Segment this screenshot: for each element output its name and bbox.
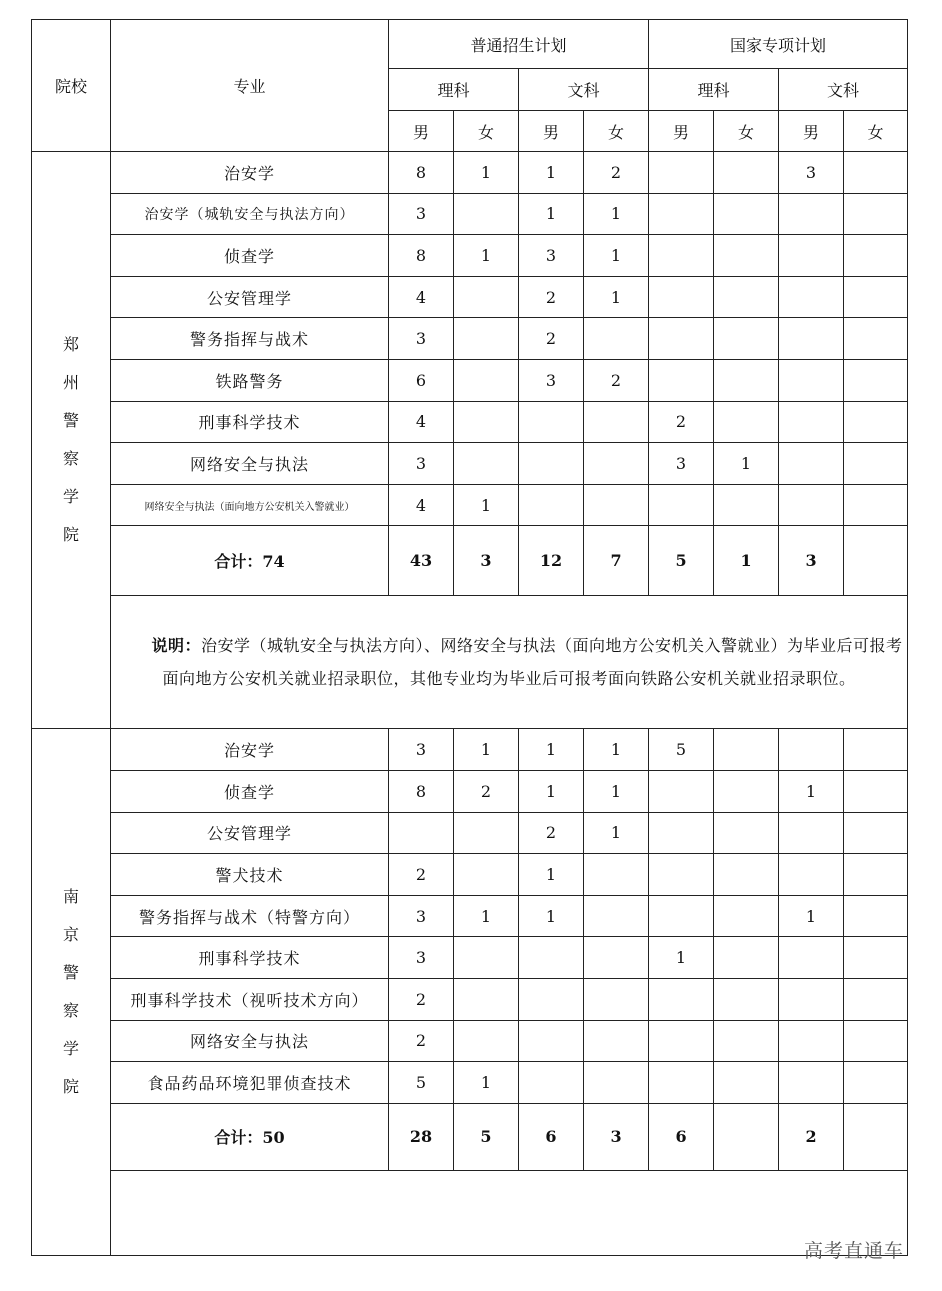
quota-cell: [584, 1062, 649, 1104]
quota-cell: 1: [584, 276, 649, 318]
table-row: [32, 937, 908, 979]
table-row: [32, 770, 908, 812]
major-name: 网络安全与执法（面向地方公安机关入警就业）: [111, 484, 389, 526]
quota-cell: 2: [519, 812, 584, 854]
quota-cell: 2: [584, 152, 649, 194]
quota-cell: 1: [519, 729, 584, 771]
quota-cell: [779, 484, 844, 526]
quota-cell: 2: [389, 1020, 454, 1062]
quota-cell: [649, 854, 714, 896]
quota-cell: [454, 401, 519, 443]
quota-cell: 1: [584, 193, 649, 235]
school-name-char: 院: [62, 1077, 79, 1097]
total-cell: 28: [389, 1103, 454, 1170]
quota-cell: [714, 895, 779, 937]
quota-cell: 1: [454, 1062, 519, 1104]
header-female: 女: [454, 111, 519, 152]
quota-cell: 1: [519, 895, 584, 937]
quota-cell: 3: [779, 152, 844, 194]
header-general-liberal: 文科: [519, 69, 649, 111]
total-cell: 5: [454, 1103, 519, 1170]
quota-cell: 1: [584, 729, 649, 771]
empty-row: [32, 1170, 908, 1255]
quota-cell: 6: [389, 359, 454, 401]
total-cell: [844, 1103, 908, 1170]
quota-cell: 2: [454, 770, 519, 812]
quota-cell: [844, 978, 908, 1020]
header-male: 男: [649, 111, 714, 152]
major-name: 网络安全与执法: [111, 1020, 389, 1062]
quota-cell: [779, 812, 844, 854]
quota-cell: [649, 895, 714, 937]
header-female: 女: [844, 111, 908, 152]
quota-cell: 2: [389, 854, 454, 896]
quota-cell: [519, 937, 584, 979]
quota-cell: [649, 193, 714, 235]
quota-cell: [844, 359, 908, 401]
quota-cell: 8: [389, 770, 454, 812]
table-row: [32, 276, 908, 318]
quota-cell: [779, 401, 844, 443]
header-plan-special: 国家专项计划: [649, 20, 908, 69]
quota-cell: [454, 193, 519, 235]
school-name-char: 南: [62, 887, 79, 907]
quota-cell: [779, 1020, 844, 1062]
quota-cell: 3: [389, 193, 454, 235]
quota-cell: [844, 152, 908, 194]
quota-cell: [714, 318, 779, 360]
quota-cell: [714, 359, 779, 401]
total-cell: 6: [649, 1103, 714, 1170]
quota-cell: [844, 812, 908, 854]
total-row: [32, 526, 908, 596]
quota-cell: [649, 812, 714, 854]
quota-cell: 2: [519, 318, 584, 360]
total-label: 合计：50: [111, 1103, 389, 1170]
school-name-char: 警: [62, 963, 79, 983]
quota-cell: [649, 484, 714, 526]
table-row: [32, 812, 908, 854]
quota-cell: [844, 770, 908, 812]
quota-cell: [714, 484, 779, 526]
quota-cell: [649, 1020, 714, 1062]
header-major: 专业: [111, 20, 389, 152]
quota-cell: [649, 978, 714, 1020]
quota-cell: 2: [649, 401, 714, 443]
quota-cell: 8: [389, 235, 454, 277]
quota-cell: 1: [454, 484, 519, 526]
quota-cell: 1: [779, 770, 844, 812]
table-row: [32, 484, 908, 526]
quota-cell: 1: [519, 152, 584, 194]
quota-cell: 3: [519, 235, 584, 277]
quota-cell: [779, 854, 844, 896]
school-name: [32, 152, 111, 729]
quota-cell: [714, 193, 779, 235]
quota-cell: [649, 276, 714, 318]
quota-cell: [844, 484, 908, 526]
major-name: 食品药品环境犯罪侦查技术: [111, 1062, 389, 1104]
note-text: 治安学（城轨安全与执法方向）、网络安全与执法（面向地方公安机关入警就业）为毕业后可报考面向地方公安机关就业招录职位，其他专业均为毕业后可报考面向铁路公安机关就业招录职位。: [162, 636, 903, 689]
school-name-char: 警: [62, 411, 79, 431]
major-name: 治安学: [111, 729, 389, 771]
quota-cell: [454, 443, 519, 485]
quota-cell: [584, 854, 649, 896]
quota-cell: [779, 729, 844, 771]
total-cell: 12: [519, 526, 584, 596]
quota-cell: [649, 152, 714, 194]
note-cell: [111, 596, 908, 729]
table-row: [32, 359, 908, 401]
total-cell: 7: [584, 526, 649, 596]
header-male: 男: [519, 111, 584, 152]
quota-cell: 3: [389, 318, 454, 360]
total-cell: 5: [649, 526, 714, 596]
header-female: 女: [714, 111, 779, 152]
quota-cell: 5: [389, 1062, 454, 1104]
school-name-char: 州: [62, 373, 79, 393]
quota-cell: 5: [649, 729, 714, 771]
school-name-char: 学: [62, 1039, 79, 1059]
header-plan-general: 普通招生计划: [389, 20, 649, 69]
total-row: [32, 1103, 908, 1170]
table-row: [32, 854, 908, 896]
school-name-char: 院: [62, 525, 79, 545]
total-cell: 3: [779, 526, 844, 596]
total-cell: 1: [714, 526, 779, 596]
quota-cell: [714, 1020, 779, 1062]
major-name: 铁路警务: [111, 359, 389, 401]
quota-cell: [454, 359, 519, 401]
major-name: 治安学（城轨安全与执法方向）: [111, 193, 389, 235]
major-name: 公安管理学: [111, 276, 389, 318]
quota-cell: 3: [519, 359, 584, 401]
table-row: [32, 978, 908, 1020]
quota-cell: 1: [584, 812, 649, 854]
quota-cell: [649, 770, 714, 812]
total-cell: 6: [519, 1103, 584, 1170]
note-label: 说明：: [151, 636, 202, 656]
quota-cell: [584, 978, 649, 1020]
quota-cell: 4: [389, 401, 454, 443]
quota-cell: [779, 193, 844, 235]
major-name: 警犬技术: [111, 854, 389, 896]
major-name: 网络安全与执法: [111, 443, 389, 485]
quota-cell: [844, 895, 908, 937]
school-name-char: 察: [62, 449, 79, 469]
quota-cell: 2: [519, 276, 584, 318]
quota-cell: 3: [389, 729, 454, 771]
quota-cell: [844, 854, 908, 896]
quota-cell: [714, 854, 779, 896]
school-name-char: 京: [62, 925, 79, 945]
quota-cell: [519, 443, 584, 485]
quota-cell: [584, 484, 649, 526]
empty-cell: [111, 1170, 908, 1255]
quota-cell: [519, 978, 584, 1020]
quota-cell: [584, 318, 649, 360]
admission-plan-table: [31, 19, 908, 1256]
quota-cell: [454, 1020, 519, 1062]
total-label: 合计：74: [111, 526, 389, 596]
quota-cell: 1: [779, 895, 844, 937]
quota-cell: 8: [389, 152, 454, 194]
quota-cell: 1: [649, 937, 714, 979]
quota-cell: [844, 318, 908, 360]
quota-cell: [584, 937, 649, 979]
quota-cell: [714, 401, 779, 443]
quota-cell: [844, 276, 908, 318]
major-name: 刑事科学技术（视听技术方向）: [111, 978, 389, 1020]
quota-cell: [584, 401, 649, 443]
quota-cell: [844, 235, 908, 277]
header-female: 女: [584, 111, 649, 152]
school-name-char: 察: [62, 1001, 79, 1021]
header-special-liberal: 文科: [779, 69, 908, 111]
total-cell: 43: [389, 526, 454, 596]
major-name: 警务指挥与战术（特警方向）: [111, 895, 389, 937]
quota-cell: 3: [649, 443, 714, 485]
table-row: [32, 1062, 908, 1104]
major-name: 公安管理学: [111, 812, 389, 854]
quota-cell: 1: [584, 770, 649, 812]
quota-cell: [649, 318, 714, 360]
table-row: [32, 235, 908, 277]
quota-cell: [779, 978, 844, 1020]
quota-cell: [714, 937, 779, 979]
quota-cell: 4: [389, 276, 454, 318]
quota-cell: 1: [519, 193, 584, 235]
table-row: [32, 729, 908, 771]
quota-cell: [584, 1020, 649, 1062]
quota-cell: [454, 937, 519, 979]
major-name: 治安学: [111, 152, 389, 194]
quota-cell: 1: [714, 443, 779, 485]
header-male: 男: [779, 111, 844, 152]
quota-cell: [519, 484, 584, 526]
table-row: [32, 152, 908, 194]
table-row: [32, 1020, 908, 1062]
quota-cell: [714, 1062, 779, 1104]
quota-cell: 1: [454, 895, 519, 937]
quota-cell: [714, 276, 779, 318]
quota-cell: [584, 443, 649, 485]
quota-cell: [584, 895, 649, 937]
quota-cell: [519, 1020, 584, 1062]
major-name: 警务指挥与战术: [111, 318, 389, 360]
header-special-science: 理科: [649, 69, 779, 111]
quota-cell: 3: [389, 895, 454, 937]
table-row: [32, 318, 908, 360]
quota-cell: [779, 235, 844, 277]
total-cell: 2: [779, 1103, 844, 1170]
major-name: 刑事科学技术: [111, 401, 389, 443]
quota-cell: [649, 235, 714, 277]
quota-cell: [519, 401, 584, 443]
quota-cell: [454, 854, 519, 896]
header-general-science: 理科: [389, 69, 519, 111]
quota-cell: [844, 1020, 908, 1062]
school-name-char: 学: [62, 487, 79, 507]
watermark-text: 高考直通车: [804, 1240, 905, 1262]
total-cell: [844, 526, 908, 596]
table-row: [32, 401, 908, 443]
quota-cell: 2: [584, 359, 649, 401]
quota-cell: [844, 193, 908, 235]
total-cell: [714, 1103, 779, 1170]
quota-cell: [779, 359, 844, 401]
quota-cell: [714, 770, 779, 812]
school-name-char: 郑: [62, 335, 79, 355]
quota-cell: 2: [389, 978, 454, 1020]
quota-cell: 1: [584, 235, 649, 277]
table-row: [32, 193, 908, 235]
quota-cell: 4: [389, 484, 454, 526]
quota-cell: [454, 812, 519, 854]
quota-cell: [454, 978, 519, 1020]
quota-cell: [844, 1062, 908, 1104]
school-name: [32, 729, 111, 1255]
header-school: 院校: [32, 20, 111, 152]
quota-cell: [714, 978, 779, 1020]
total-cell: 3: [584, 1103, 649, 1170]
header-male: 男: [389, 111, 454, 152]
note-row: [32, 596, 908, 729]
quota-cell: [779, 937, 844, 979]
quota-cell: [844, 729, 908, 771]
major-name: 刑事科学技术: [111, 937, 389, 979]
quota-cell: [779, 1062, 844, 1104]
major-name: 侦查学: [111, 770, 389, 812]
quota-cell: [714, 235, 779, 277]
quota-cell: [714, 152, 779, 194]
admission-plan-sheet: [31, 19, 907, 1255]
quota-cell: [844, 401, 908, 443]
quota-cell: [714, 729, 779, 771]
quota-cell: 1: [454, 152, 519, 194]
table-row: [32, 443, 908, 485]
quota-cell: [519, 1062, 584, 1104]
quota-cell: [779, 318, 844, 360]
quota-cell: 1: [454, 729, 519, 771]
quota-cell: [779, 443, 844, 485]
table-row: [32, 895, 908, 937]
quota-cell: [714, 812, 779, 854]
total-cell: 3: [454, 526, 519, 596]
quota-cell: 1: [519, 770, 584, 812]
quota-cell: 3: [389, 937, 454, 979]
quota-cell: [649, 359, 714, 401]
quota-cell: [454, 318, 519, 360]
quota-cell: [779, 276, 844, 318]
major-name: 侦查学: [111, 235, 389, 277]
quota-cell: [844, 937, 908, 979]
quota-cell: [454, 276, 519, 318]
quota-cell: [649, 1062, 714, 1104]
quota-cell: [844, 443, 908, 485]
quota-cell: 1: [519, 854, 584, 896]
quota-cell: 1: [454, 235, 519, 277]
quota-cell: [389, 812, 454, 854]
quota-cell: 3: [389, 443, 454, 485]
